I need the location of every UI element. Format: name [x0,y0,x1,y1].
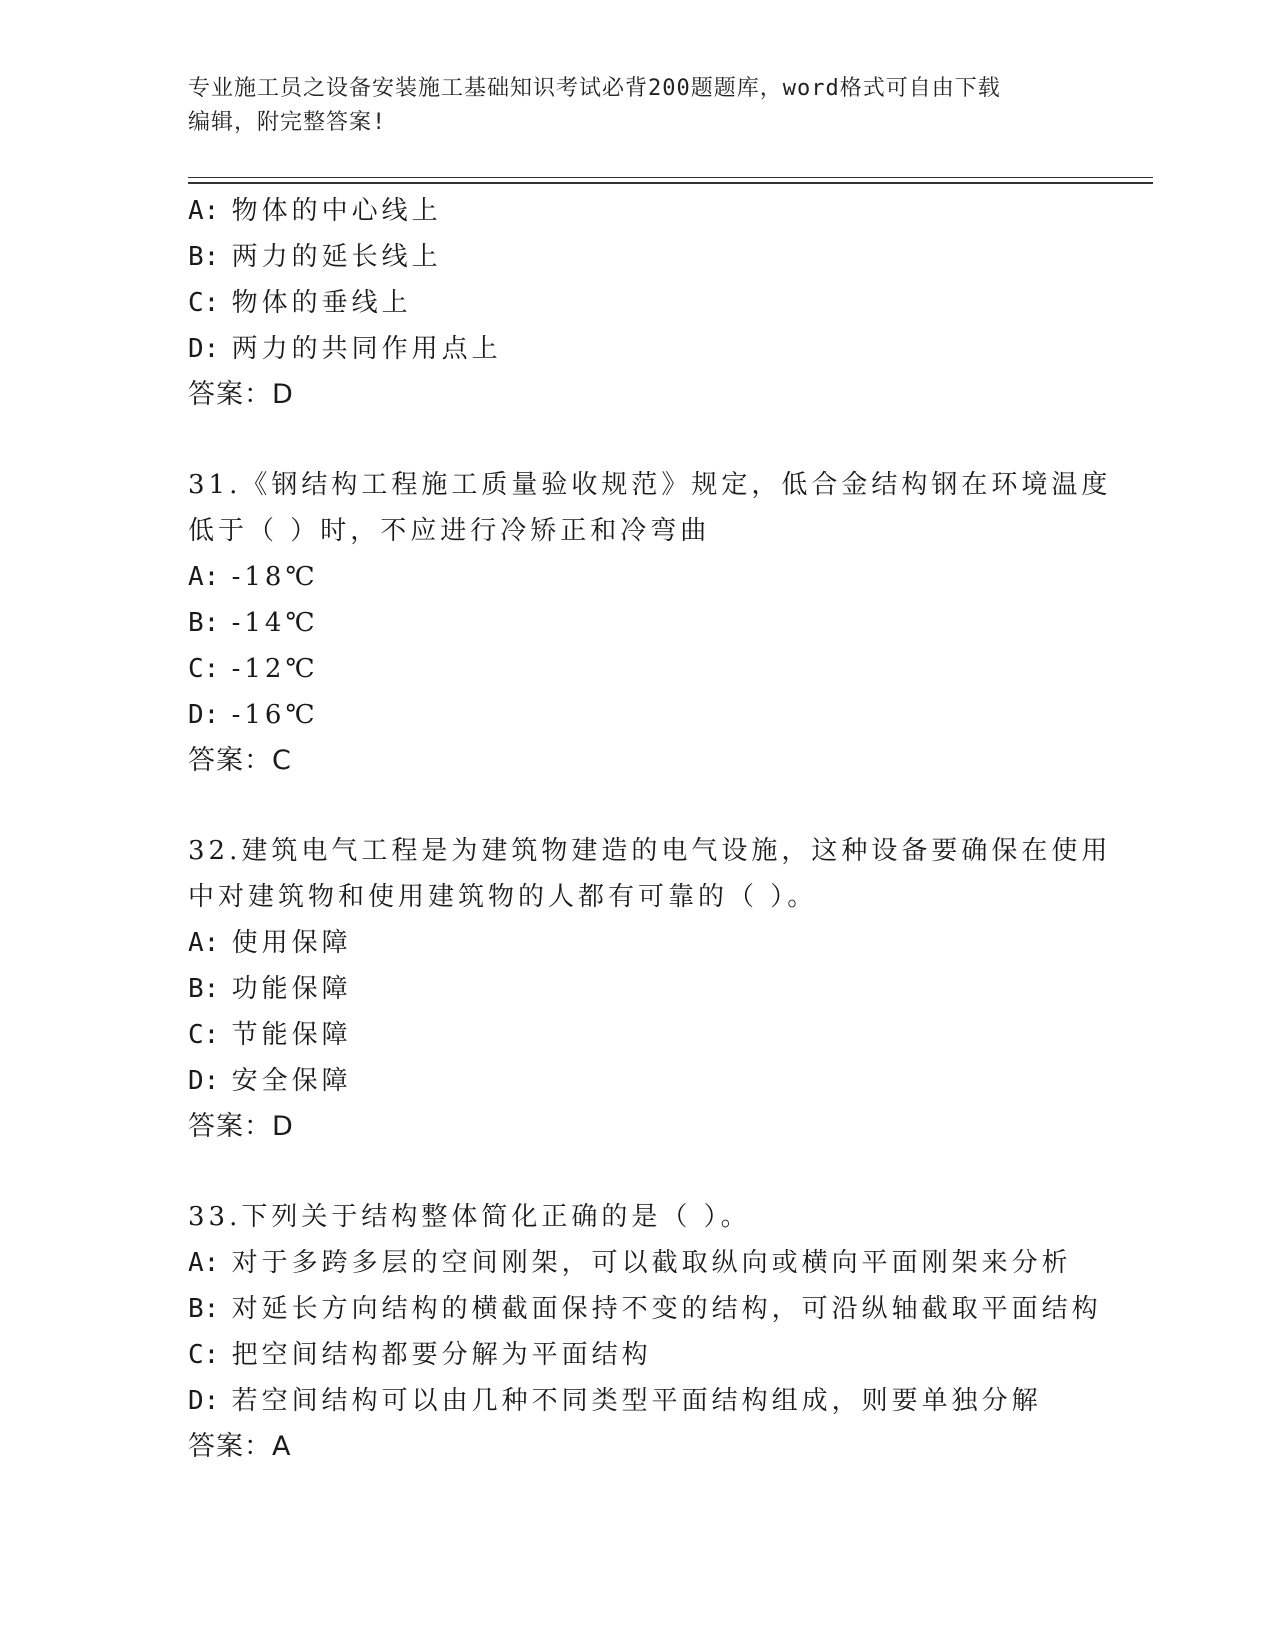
question-text-line: 32.建筑电气工程是为建筑物建造的电气设施，这种设备要确保在使用 [188,836,1112,866]
option-text: 物体的垂线上 [231,288,412,318]
question-text-line: 33.下列关于结构整体简化正确的是（ ）。 [188,1202,751,1232]
option-key: A: [188,196,220,226]
option-key: D: [188,1066,220,1096]
option-key: B: [188,242,220,272]
block-spacer [188,784,1128,828]
question-list [188,188,1128,1470]
option-row [188,920,1128,966]
answer-line: 答案：C [188,745,292,776]
option-key: C: [188,288,220,318]
question-text-line: 低于（ ）时，不应进行冷矫正和冷弯曲 [188,516,711,546]
option-row [188,234,1128,280]
option-key: C: [188,1020,220,1050]
option-text: 安全保障 [231,1066,352,1096]
option-key: C: [188,654,220,684]
option-row [188,1058,1128,1104]
option-text: -18℃ [231,562,319,592]
question-block [188,188,1128,418]
option-row [188,280,1128,326]
option-key: A: [188,928,220,958]
option-text: -16℃ [231,700,319,730]
block-spacer [188,418,1128,462]
option-text: 把空间结构都要分解为平面结构 [231,1340,652,1370]
option-key: A: [188,1248,220,1278]
option-text: -12℃ [231,654,319,684]
question-block [188,462,1128,784]
answer-line: 答案：D [188,1111,294,1142]
option-key: A: [188,562,220,592]
option-key: B: [188,974,220,1004]
header-divider-thick [188,182,1153,184]
option-row [188,1332,1128,1378]
option-row [188,188,1128,234]
page-header [188,72,1068,140]
option-text: 使用保障 [231,928,352,958]
option-row [188,1286,1128,1332]
option-text: 节能保障 [231,1020,352,1050]
header-title-line-2: 编辑，附完整答案! [188,110,387,135]
option-key: C: [188,1340,220,1370]
option-row [188,966,1128,1012]
option-text: -14℃ [231,608,319,638]
question-block [188,828,1128,1150]
option-key: D: [188,334,220,364]
option-text: 对于多跨多层的空间刚架，可以截取纵向或横向平面刚架来分析 [231,1248,1072,1278]
option-row [188,1240,1128,1286]
option-key: D: [188,700,220,730]
header-title-line-1: 专业施工员之设备安装施工基础知识考试必背200题题库，word格式可自由下载 [188,76,1001,101]
option-text: 物体的中心线上 [231,196,442,226]
option-row [188,692,1128,738]
header-divider-thin [188,177,1153,178]
option-text: 对延长方向结构的横截面保持不变的结构，可沿纵轴截取平面结构 [231,1294,1102,1324]
option-text: 若空间结构可以由几种不同类型平面结构组成，则要单独分解 [231,1386,1042,1416]
option-row [188,646,1128,692]
option-text: 功能保障 [231,974,352,1004]
question-text-line: 中对建筑物和使用建筑物的人都有可靠的（ ）。 [188,882,818,912]
answer-line: 答案：D [188,379,294,410]
question-text-line: 31.《钢结构工程施工质量验收规范》规定，低合金结构钢在环境温度 [188,470,1112,500]
answer-line: 答案：A [188,1431,292,1462]
option-text: 两力的延长线上 [231,242,442,272]
option-key: B: [188,608,220,638]
option-row [188,1378,1128,1424]
question-block [188,1194,1128,1470]
option-key: D: [188,1386,220,1416]
option-key: B: [188,1294,220,1324]
option-text: 两力的共同作用点上 [231,334,502,364]
option-row [188,600,1128,646]
option-row [188,1012,1128,1058]
block-spacer [188,1150,1128,1194]
option-row [188,554,1128,600]
option-row [188,326,1128,372]
